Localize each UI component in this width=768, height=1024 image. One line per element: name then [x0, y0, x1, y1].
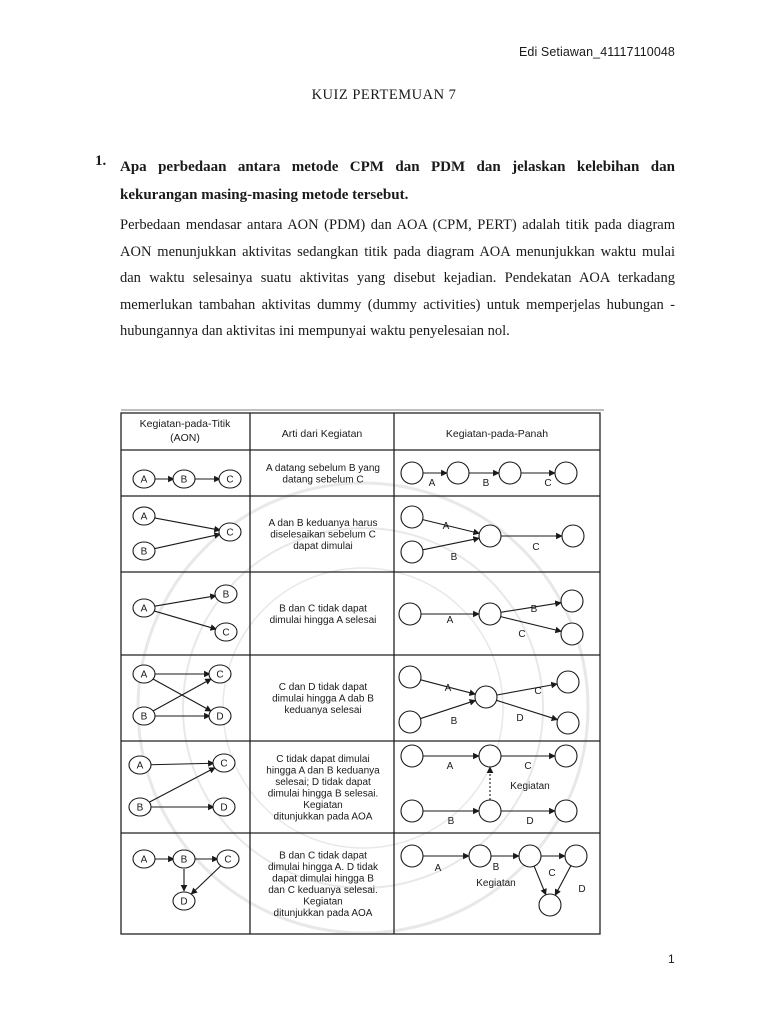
aoa-activity-label: Kegiatan [510, 781, 550, 792]
aon-node-label: B [222, 589, 230, 601]
aon-node-label: C [224, 854, 232, 866]
aoa-event-node [479, 525, 501, 547]
meaning-text-row4: keduanya selesai [284, 705, 362, 716]
aoa-activity-label: D [526, 816, 534, 827]
aoa-event-node [401, 845, 423, 867]
aoa-activity-label: C [544, 478, 552, 489]
aoa-activity-label: C [532, 542, 540, 553]
meaning-text-row3: B dan C tidak dapat [279, 603, 367, 615]
aon-arrow [149, 768, 215, 803]
aoa-activity-label: A [446, 615, 454, 626]
document-title: KUIZ PERTEMUAN 7 [311, 87, 457, 103]
meaning-text-row1: A datang sebelum B yang [266, 462, 380, 474]
meaning-text-row6: dan C keduanya selesai. [268, 884, 378, 896]
aoa-event-node [519, 845, 541, 867]
meaning-text-row6: dapat dimulai hingga B [272, 873, 374, 885]
aoa-activity-label: A [442, 521, 450, 532]
meaning-text-row5: ditunjukkan pada AOA [273, 811, 373, 823]
aoa-event-node [555, 800, 577, 822]
aoa-arrow [423, 520, 480, 534]
aon-arrow [154, 518, 220, 530]
aoa-event-node [555, 745, 577, 767]
aon-node-label: B [140, 546, 148, 558]
meaning-text-row4: C dan D tidak dapat [278, 682, 368, 693]
aoa-event-node [401, 462, 423, 484]
aon-node-label: A [140, 474, 148, 486]
meaning-text-row5: dimulai hingga B selesai. [267, 788, 379, 800]
aoa-event-node [399, 666, 421, 688]
aoa-event-node [555, 462, 577, 484]
aon-node-label: B [180, 474, 188, 486]
meaning-text-row4: dimulai hingga A dab B [272, 693, 374, 705]
meaning-text-row2: A dan B keduanya harus [268, 518, 378, 529]
meaning-text-row2: diselesaikan sebelum C [270, 529, 376, 541]
aon-node-label: B [136, 802, 144, 814]
aoa-arrow [420, 700, 475, 718]
meaning-text-row5: hingga A dan B keduanya [266, 765, 380, 777]
aon-node-label: C [222, 627, 230, 639]
aon-node-label: B [180, 854, 188, 866]
header-author: Edi Setiawan_41117110048 [518, 45, 675, 59]
aoa-event-node [479, 745, 501, 767]
aon-node-label: C [226, 474, 234, 486]
aon-node-label: D [220, 802, 228, 814]
aoa-activity-label: B [450, 716, 458, 727]
aoa-activity-label: B [447, 816, 455, 827]
aon-node-label: D [180, 896, 188, 908]
aoa-event-node [401, 506, 423, 528]
aoa-event-node [401, 541, 423, 563]
aoa-event-node [557, 671, 579, 693]
aoa-activity-label: A [428, 478, 436, 489]
aon-aoa-comparison-figure [120, 408, 606, 936]
aon-node-label: D [216, 711, 224, 723]
aoa-event-node [475, 686, 497, 708]
aoa-activity-label: C [548, 868, 556, 879]
meaning-text-row2: dapat dimulai [293, 541, 353, 552]
aon-node-label: A [140, 511, 148, 523]
aoa-arrow [534, 866, 546, 895]
aoa-event-node [401, 800, 423, 822]
aon-node-label: A [136, 760, 144, 772]
aoa-activity-label: Kegiatan [476, 878, 516, 889]
header-aoa: Kegiatan-pada-Panah [445, 428, 549, 440]
header-aon-line1: Kegiatan-pada-Titik [139, 418, 231, 430]
aon-arrow [150, 763, 214, 765]
meaning-text-row6: B dan C tidak dapat [279, 850, 367, 862]
aoa-event-node [469, 845, 491, 867]
aoa-event-node [399, 603, 421, 625]
aoa-event-node [539, 894, 561, 916]
aoa-arrow [497, 684, 557, 695]
aon-node-label: A [140, 603, 148, 615]
aoa-activity-label: C [518, 629, 526, 640]
aoa-event-node [479, 800, 501, 822]
aon-node-label: C [226, 527, 234, 539]
header-meaning: Arti dari Kegiatan [281, 428, 363, 440]
aoa-arrow [423, 538, 479, 550]
header-aon-line2: (AON) [170, 432, 200, 444]
aoa-activity-label: A [446, 761, 454, 772]
meaning-text-row5: Kegiatan [303, 799, 343, 811]
aoa-activity-label: B [492, 862, 500, 873]
aoa-event-node [561, 623, 583, 645]
meaning-text-row1: datang sebelum C [282, 474, 364, 486]
meaning-text-row6: ditunjukkan pada AOA [273, 907, 373, 919]
aoa-event-node [447, 462, 469, 484]
aoa-event-node [565, 845, 587, 867]
aoa-activity-label: C [524, 761, 532, 772]
aoa-activity-label: B [450, 552, 458, 563]
aon-node-label: B [140, 711, 148, 723]
question-text: Apa perbedaan antara metode CPM dan PDM dan jelaskan kelebihan dan kekurangan masing-masing metode tersebut. [120, 159, 675, 203]
aoa-arrow [555, 866, 571, 896]
aoa-activity-label: D [578, 884, 586, 895]
meaning-text-row5: C tidak dapat dimulai [276, 753, 370, 765]
meaning-text-row6: Kegiatan [303, 896, 343, 908]
meaning-text-row5: selesai; D tidak dapat [275, 776, 371, 788]
aoa-event-node [499, 462, 521, 484]
aon-node-label: A [140, 854, 148, 866]
aon-node-label: A [140, 669, 148, 681]
aoa-event-node [562, 525, 584, 547]
meaning-text-row3: dimulai hingga A selesai [269, 614, 377, 626]
aon-arrow [154, 596, 216, 607]
aoa-activity-label: B [530, 604, 538, 615]
aoa-event-node [479, 603, 501, 625]
aoa-event-node [401, 745, 423, 767]
question-number: 1. [95, 153, 107, 169]
aoa-activity-label: A [444, 683, 452, 694]
aoa-event-node [561, 590, 583, 612]
meaning-text-row6: dimulai hingga A. D tidak [267, 861, 379, 873]
aoa-arrow [501, 617, 562, 632]
aoa-event-node [557, 712, 579, 734]
aoa-arrow [496, 700, 557, 719]
aoa-activity-label: B [482, 478, 490, 489]
aoa-activity-label: C [534, 686, 542, 697]
aoa-activity-label: A [434, 863, 442, 874]
aon-node-label: C [216, 669, 224, 681]
answer-paragraph: Perbedaan mendasar antara AON (PDM) dan AOA (CPM, PERT) adalah titik pada diagram AON menunjukkan aktivitas sedangkan titik pada diagram AOA menunjukkan waktu mulai dan waktu selesainya suatu aktivitas yang disebut kejadian. Pendekatan AOA terkadang memerlukan tambahan aktivitas dummy (dummy activities) untuk memperjelas hubungan - hubungannya dan aktivitas ini mempunyai waktu penyelesaian nol. [120, 217, 675, 339]
aoa-activity-label: D [516, 713, 524, 724]
aoa-event-node [399, 711, 421, 733]
page-number: 1 [668, 952, 675, 966]
aon-node-label: C [220, 758, 228, 770]
